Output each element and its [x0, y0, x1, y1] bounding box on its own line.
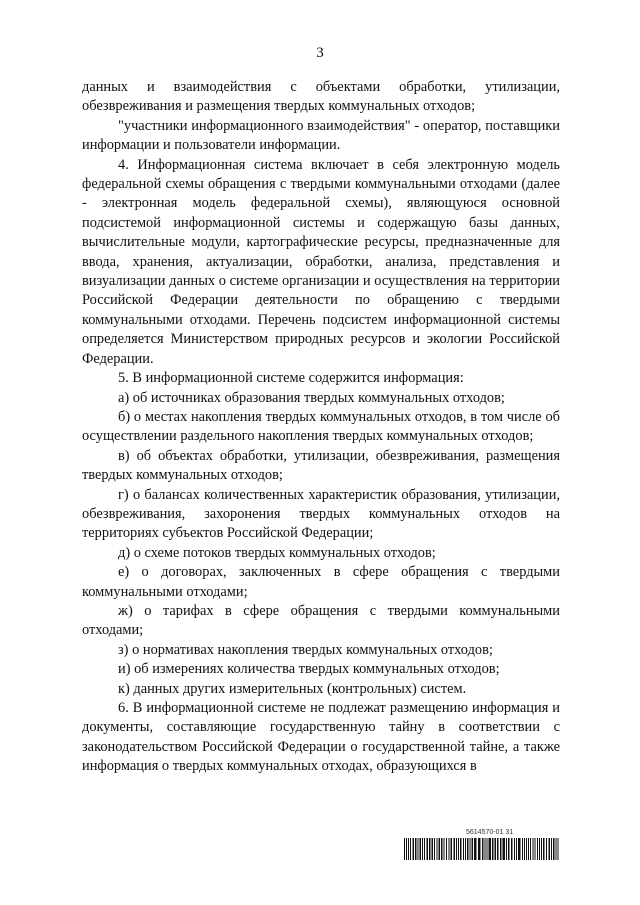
paragraph: в) об объектах обработки, утилизации, обезвреживания, размещения твердых коммунальных отходов; — [82, 447, 560, 484]
paragraph: "участники информационного взаимодействия" - оператор, поставщики информации и пользователи информации. — [82, 117, 560, 154]
paragraph: данных и взаимодействия с объектами обработки, утилизации, обезвреживания и размещения твердых коммунальных отходов; — [82, 79, 560, 115]
paragraph: а) об источниках образования твердых коммунальных отходов; — [118, 389, 505, 406]
paragraph: з) о нормативах накопления твердых коммунальных отходов; — [118, 641, 493, 658]
paragraph: 4. Информационная система включает в себя электронную модель федеральной схемы обращения с твердыми коммунальными отходами (далее - электронная модель федеральной схемы), являющуюся основной подсистемой информационной системы и содержащую базы данных, вычислительные модули, картографические ресурсы, предназначенные для ввода, хранения, актуализации, обработки, анализа, представления и визуализации данных о системе организации и осуществления на территории Российской Федерации деятельности по обращению с твердыми коммунальными отходами. Перечень подсистем информационной системы определяется Министерством природных ресурсов и экологии Российской Федерации. — [82, 156, 560, 367]
paragraph: к) данных других измерительных (контрольных) систем. — [118, 680, 467, 697]
barcode-image — [404, 838, 560, 860]
paragraph: е) о договорах, заключенных в сфере обращения с твердыми коммунальными отходами; — [82, 564, 560, 600]
paragraph: ж) о тарифах в сфере обращения с твердыми коммунальными отходами; — [82, 602, 560, 639]
paragraph: и) об измерениях количества твердых коммунальных отходов; — [118, 661, 500, 678]
paragraph: 5. В информационной системе содержится информация: — [118, 370, 464, 387]
barcode-number: 5614570-01 31 — [466, 829, 514, 836]
paragraph: б) о местах накопления твердых коммунальных отходов, в том числе об осуществлении раздельного накопления твердых коммунальных отходов; — [82, 408, 560, 445]
paragraph: г) о балансах количественных характеристик образования, утилизации, обезвреживания, захоронения твердых коммунальных отходов на территориях субъектов Российской Федерации; — [82, 486, 560, 542]
paragraph: д) о схеме потоков твердых коммунальных отходов; — [118, 544, 436, 561]
document-body — [82, 78, 560, 777]
page-number: 3 — [316, 45, 324, 61]
paragraph: 6. В информационной системе не подлежат размещению информация и документы, составляющие государственную тайну в соответствии с законодательством Российской Федерации о государственной тайне, а также информация о твердых коммунальных отходах, образующихся в — [82, 700, 560, 775]
